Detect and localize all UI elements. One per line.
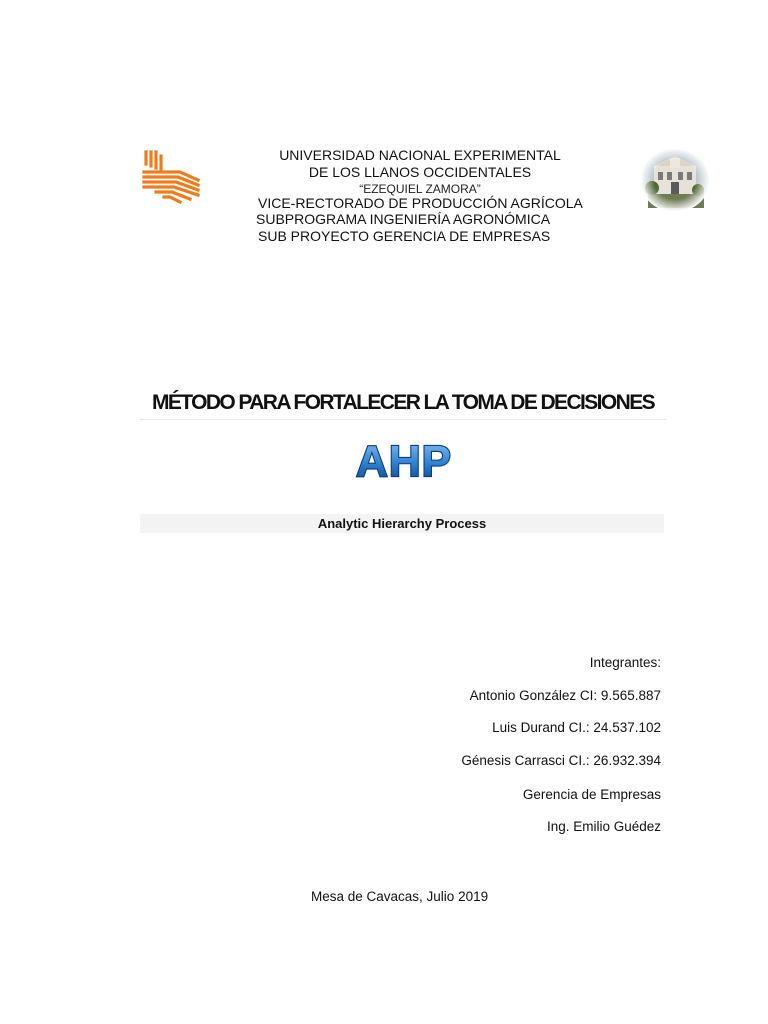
document-title: MÉTODO PARA FORTALECER LA TOMA DE DECISIONES [151,391,655,414]
member-line: Antonio González CI: 9.565.887 [469,688,661,703]
member-line: Génesis Carrasci CI.: 26.932.394 [461,753,661,768]
university-logo [140,146,204,206]
course-name: Gerencia de Empresas [522,787,661,802]
members-heading: Integrantes: [589,655,661,670]
subprogram: SUBPROGRAMA INGENIERÍA AGRONÓMICA [256,211,551,227]
university-name-line2: DE LOS LLANOS OCCIDENTALES [308,164,532,180]
vice-rectorate: VICE-RECTORADO DE PRODUCCIÓN AGRÍCOLA [258,195,583,211]
ahp-logo-text: AHP [356,437,452,484]
member-line: Luis Durand CI.: 24.537.102 [492,720,661,735]
professor-name: Ing. Emilio Guédez [546,819,661,834]
university-name-line1: UNIVERSIDAD NACIONAL EXPERIMENTAL [279,147,561,163]
sub-project: SUB PROYECTO GERENCIA DE EMPRESAS [258,228,551,244]
title-divider [140,419,666,420]
subtitle: Analytic Hierarchy Process [317,516,487,531]
building-photo [640,148,710,212]
university-name-line3: “EZEQUIEL ZAMORA” [359,182,481,196]
ahp-logo [352,434,456,484]
place-and-date: Mesa de Cavacas, Julio 2019 [311,889,489,904]
